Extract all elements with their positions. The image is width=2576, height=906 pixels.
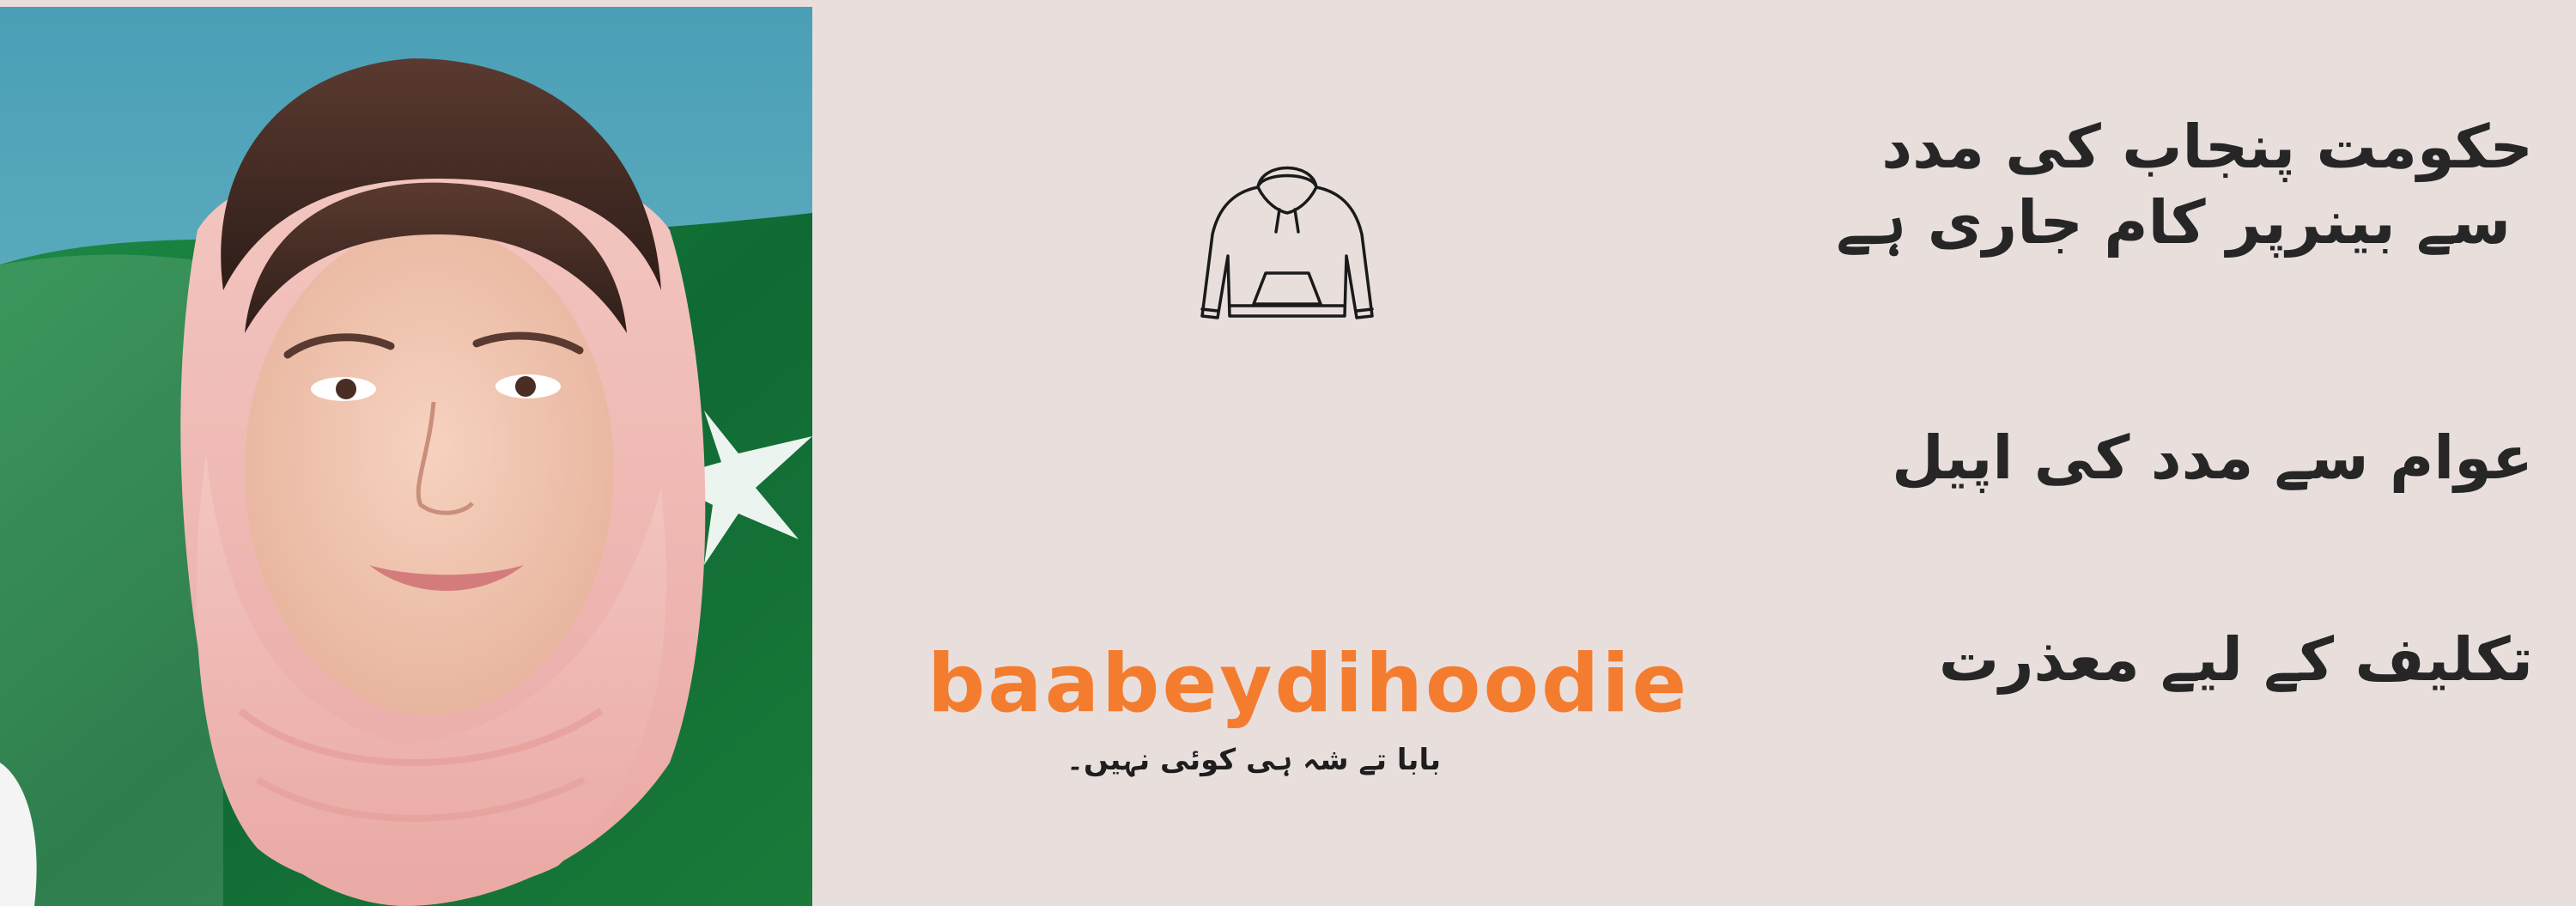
brand-name: baabeydihoodie [927,637,1690,731]
brand-block [927,637,1690,777]
brand-tagline: بابا تے شہ ہی کوئی نہیں۔ [1066,743,1441,777]
message-apology [1939,623,2533,698]
hoodie-icon [1194,153,1381,331]
message-public-appeal [1892,421,2533,496]
message-line: عوام سے مدد کی اپیل [1892,423,2533,493]
portrait-photo [0,7,812,906]
message-government-help [1836,110,2533,260]
message-line: تکلیف کے لیے معذرت [1938,624,2533,695]
message-line: حکومت پنجاب کی مدد [1881,112,2533,182]
message-line: سے بینرپر کام جاری ہے [1836,186,2511,258]
